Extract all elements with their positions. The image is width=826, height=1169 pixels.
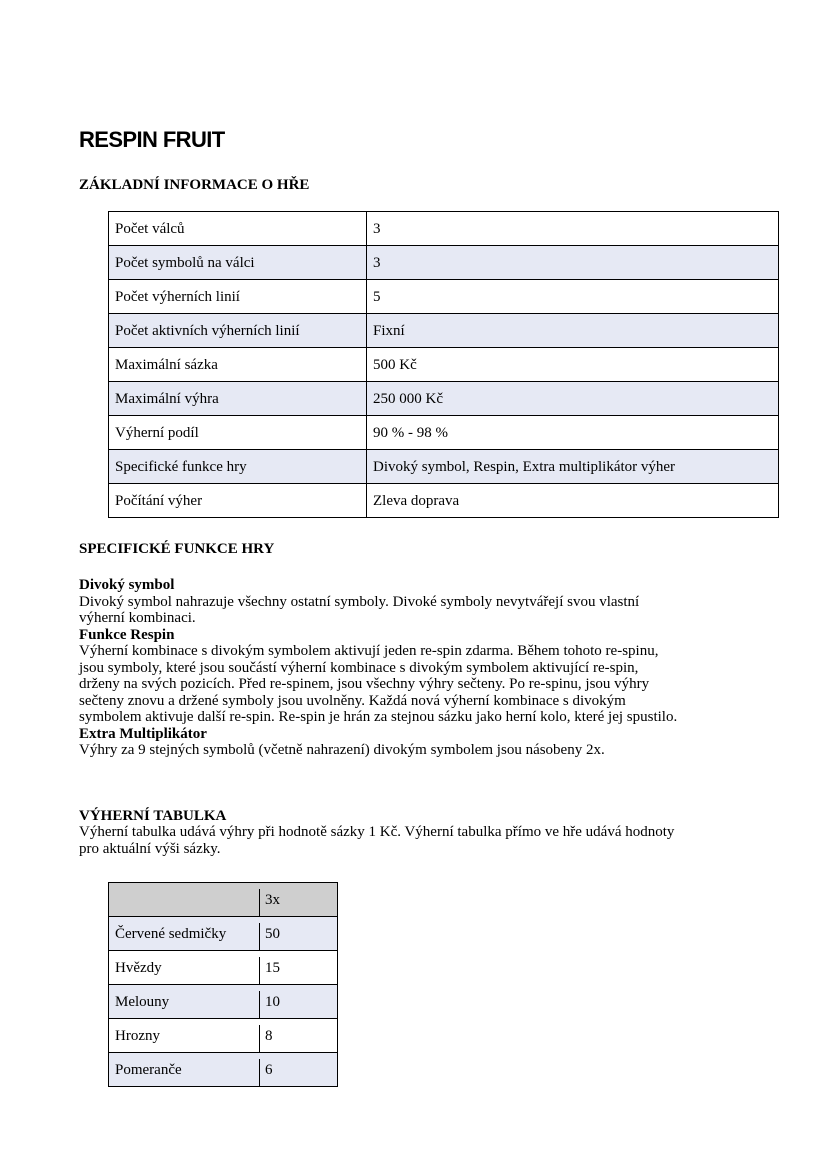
symbol-name: Hvězdy	[109, 951, 260, 985]
paytable-header-row	[109, 883, 338, 917]
row-value: 5	[367, 280, 779, 314]
row-value: 90 % - 98 %	[367, 416, 779, 450]
row-label: Počet výherních linií	[109, 280, 367, 314]
row-value: Zleva doprava	[367, 484, 779, 518]
feature-title-respin: Funkce Respin	[79, 626, 175, 643]
paytable	[108, 882, 338, 1087]
feature-text-line: Výherní kombinace s divokým symbolem aktivují jeden re-spin zdarma. Během tohoto re-spinu,	[79, 643, 659, 659]
table-row	[109, 1019, 338, 1053]
paytable-heading: VÝHERNÍ TABULKA	[79, 808, 227, 824]
row-value: 250 000 Kč	[367, 382, 779, 416]
feature-text-line: drženy na svých pozicích. Před re-spinem, jsou všechny výhry sečteny. Po re-spinu, jsou výhry	[79, 676, 650, 692]
paytable-intro-line: Výherní tabulka udává výhry při hodnotě sázky 1 Kč. Výherní tabulka přímo ve hře udává hodnoty	[79, 824, 675, 840]
row-label: Počet válců	[109, 212, 367, 246]
feature-text-line: symbolem aktivuje další re-spin. Re-spin je hrán za stejnou sázku jako herní kolo, které jej spustilo.	[79, 709, 678, 725]
table-row	[109, 450, 779, 484]
row-label: Počet symbolů na válci	[109, 246, 367, 280]
symbol-payout: 6	[259, 1053, 338, 1087]
symbol-name: Hrozny	[109, 1019, 260, 1053]
table-row	[109, 348, 779, 382]
symbol-payout: 10	[259, 985, 338, 1019]
table-row	[109, 314, 779, 348]
feature-text-line: sečteny znovu a držené symboly jsou uvolněny. Každá nová výherní kombinace s divokým	[79, 692, 626, 709]
table-row	[109, 985, 338, 1019]
table-row	[109, 416, 779, 450]
row-label: Počítání výher	[109, 484, 367, 518]
page-title: RESPIN FRUIT	[79, 127, 225, 152]
feature-text-line: Výhry za 9 stejných symbolů (včetně nahrazení) divokým symbolem jsou násobeny 2x.	[79, 742, 605, 758]
symbol-name: Pomeranče	[109, 1053, 260, 1087]
symbol-payout: 8	[259, 1019, 338, 1053]
features-heading: SPECIFICKÉ FUNKCE HRY	[79, 541, 275, 557]
table-row	[109, 280, 779, 314]
table-row	[109, 917, 338, 951]
table-row	[109, 484, 779, 518]
symbol-name: Červené sedmičky	[109, 917, 260, 951]
row-label: Maximální sázka	[109, 348, 367, 382]
symbol-payout: 50	[259, 917, 338, 951]
table-row	[109, 382, 779, 416]
features-section	[79, 577, 779, 759]
paytable-header-empty	[109, 883, 260, 917]
table-row	[109, 1053, 338, 1087]
feature-title-wild: Divoký symbol	[79, 577, 175, 593]
row-label: Maximální výhra	[109, 382, 367, 416]
symbol-payout: 15	[259, 951, 338, 985]
feature-text-line: Divoký symbol nahrazuje všechny ostatní symboly. Divoké symboly nevytvářejí svou vlastní	[79, 593, 640, 610]
paytable-intro-line: pro aktuální výši sázky.	[79, 840, 221, 857]
paytable-intro	[79, 824, 779, 857]
row-label: Specifické funkce hry	[109, 450, 367, 484]
row-value: 3	[367, 246, 779, 280]
row-label: Počet aktivních výherních linií	[109, 314, 367, 348]
feature-text-line: jsou symboly, které jsou součástí výherní kombinace s divokým symbolem aktivující re-spin,	[79, 659, 639, 676]
row-label: Výherní podíl	[109, 416, 367, 450]
table-row	[109, 951, 338, 985]
feature-title-multiplier: Extra Multiplikátor	[79, 725, 207, 742]
symbol-name: Melouny	[109, 985, 260, 1019]
row-value: 500 Kč	[367, 348, 779, 382]
row-value: 3	[367, 212, 779, 246]
row-value: Fixní	[367, 314, 779, 348]
basic-info-table	[108, 211, 779, 518]
table-row	[109, 246, 779, 280]
basic-info-heading: ZÁKLADNÍ INFORMACE O HŘE	[79, 177, 310, 193]
feature-text-line: výherní kombinaci.	[79, 610, 196, 626]
row-value: Divoký symbol, Respin, Extra multiplikátor výher	[367, 450, 779, 484]
paytable-header-3x: 3x	[259, 883, 338, 917]
table-row	[109, 212, 779, 246]
